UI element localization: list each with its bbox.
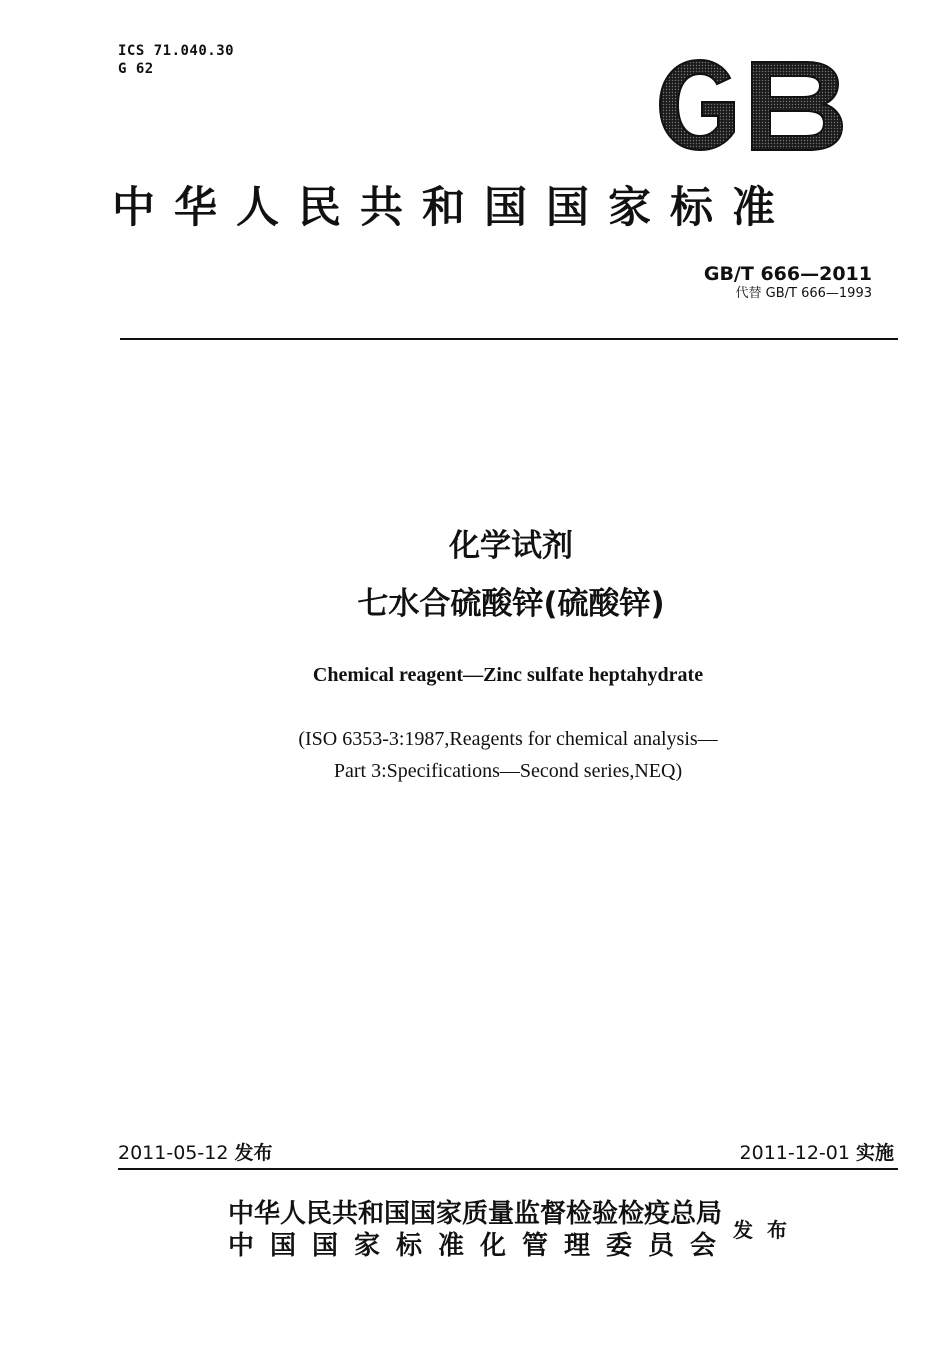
implement-date-value: 2011-12-01: [739, 1142, 850, 1164]
implement-date: [740, 1140, 894, 1166]
ccs-code: G 62: [118, 61, 154, 77]
implement-label: 实施: [855, 1142, 894, 1164]
issue-date: [118, 1140, 272, 1166]
national-standard-title: 中华人民共和国国家标准: [112, 183, 794, 233]
classification-codes: [118, 42, 234, 78]
cn-title-line2: 七水合硫酸锌(硫酸锌): [357, 586, 665, 622]
iso-reference-line1: (ISO 6353-3:1987,Reagents for chemical analysis—: [298, 728, 718, 750]
en-title: Chemical reagent—Zinc sulfate heptahydrate: [312, 664, 704, 686]
issue-label: 发布: [234, 1142, 273, 1164]
gb-logo: [656, 58, 846, 152]
standard-number: GB/T 666—2011: [703, 263, 872, 285]
footer-divider: [118, 1168, 898, 1170]
issuer-line2: 中国国家标准化管理委员会: [228, 1231, 733, 1261]
publish-label: 发布: [733, 1218, 801, 1242]
logo-letter-g: [660, 60, 734, 150]
standard-number-block: [704, 262, 872, 302]
replaces-standard: 代替 GB/T 666—1993: [735, 286, 872, 301]
ics-code: ICS 71.040.30: [118, 43, 235, 59]
header-divider: [120, 338, 898, 340]
issuer-line1: 中华人民共和国国家质量监督检验检疫总局: [228, 1199, 723, 1229]
cn-title-line1: 化学试剂: [449, 528, 573, 564]
logo-letter-b: [752, 62, 842, 150]
iso-reference-line2: Part 3:Specifications—Second series,NEQ): [333, 760, 683, 782]
issue-date-value: 2011-05-12: [118, 1142, 229, 1164]
issuer-block: [228, 1198, 732, 1262]
